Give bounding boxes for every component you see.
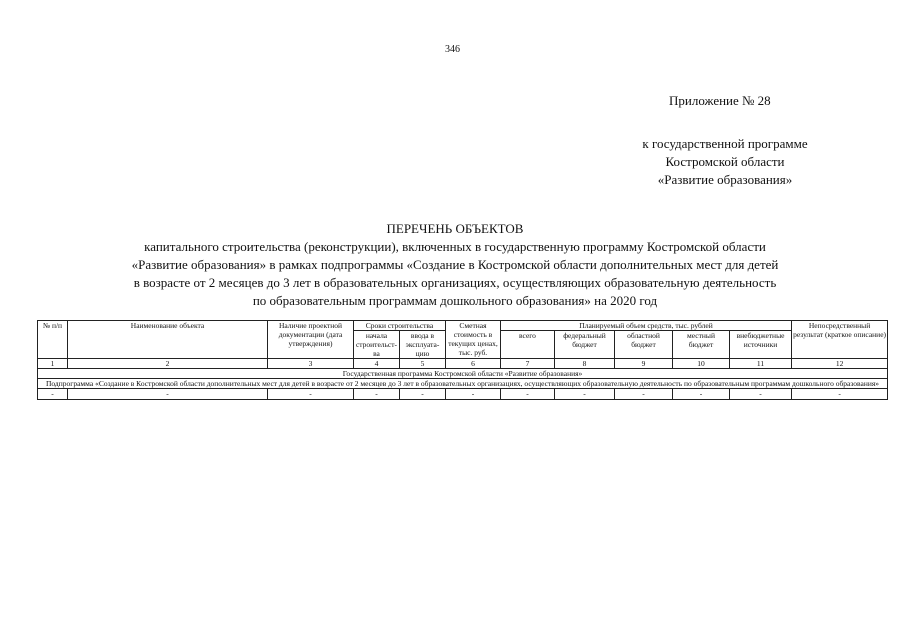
header-direct-result: Непосредственный результат (краткое описание) [792, 321, 888, 359]
header-project-docs: Наличие проектной документации (дата утверждения) [268, 321, 354, 359]
header-regional-budget: областной бюджет [615, 331, 673, 359]
dash-cell: - [730, 389, 792, 400]
objects-table [37, 320, 888, 400]
program-reference-line: Костромской области [665, 154, 785, 169]
header-total: всего [501, 331, 555, 359]
title-line: по образовательным программам дошкольного образования» на 2020 год [252, 293, 658, 308]
column-number: 12 [792, 359, 888, 369]
column-number: 5 [400, 359, 446, 369]
header-planned-funding: Планируемый объем средств, тыс. рублей [501, 321, 792, 331]
header-number: № п/п [38, 321, 68, 359]
dash-cell: - [68, 389, 268, 400]
dash-cell: - [446, 389, 501, 400]
program-row: Государственная программа Костромской области «Развитие образования» [38, 369, 888, 379]
dash-cell: - [400, 389, 446, 400]
subprogram-row: Подпрограмма «Создание в Костромской области дополнительных мест для детей в возрасте от 2 месяцев до 3 лет в образовательных организациях, осуществляющих образовательную деятельность по образовательным программам дошкольного образования» [38, 379, 888, 389]
dash-cell: - [792, 389, 888, 400]
column-number: 3 [268, 359, 354, 369]
document-title [60, 220, 850, 310]
header-commissioning: ввода в эксплуата-цию [400, 331, 446, 359]
header-estimated-cost: Сметная стоимость в текущих ценах, тыс. руб. [446, 321, 501, 359]
header-object-name: Наименование объекта [68, 321, 268, 359]
column-number: 2 [68, 359, 268, 369]
header-start: начала строительст-ва [354, 331, 400, 359]
column-number: 9 [615, 359, 673, 369]
dash-cell: - [268, 389, 354, 400]
dash-cell: - [354, 389, 400, 400]
program-reference [590, 135, 860, 189]
dash-cell: - [501, 389, 555, 400]
header-federal-budget: федеральный бюджет [555, 331, 615, 359]
column-number: 1 [38, 359, 68, 369]
page-number: 346 [445, 44, 460, 55]
title-heading: ПЕРЕЧЕНЬ ОБЪЕКТОВ [386, 221, 524, 236]
appendix-label: Приложение № 28 [669, 93, 771, 108]
dash-cell: - [38, 389, 68, 400]
column-number: 4 [354, 359, 400, 369]
column-number: 11 [730, 359, 792, 369]
header-local-budget: местный бюджет [673, 331, 730, 359]
header-construction-terms: Сроки строительства [354, 321, 446, 331]
column-number: 10 [673, 359, 730, 369]
dash-cell: - [615, 389, 673, 400]
program-reference-line: «Развитие образования» [657, 172, 793, 187]
dash-cell: - [555, 389, 615, 400]
title-line: в возрасте от 2 месяцев до 3 лет в образовательных организациях, осуществляющих образовательную деятельность [133, 275, 777, 290]
title-line: «Развитие образования» в рамках подпрограммы «Создание в Костромской области дополнительных мест для детей [131, 257, 779, 272]
column-number: 6 [446, 359, 501, 369]
program-reference-line: к государственной программе [642, 136, 808, 151]
header-extrabudgetary: внебюджетные источники [730, 331, 792, 359]
dash-cell: - [673, 389, 730, 400]
column-number: 7 [501, 359, 555, 369]
title-line: капитального строительства (реконструкции), включенных в государственную программу Костромской области [144, 239, 766, 254]
column-number: 8 [555, 359, 615, 369]
